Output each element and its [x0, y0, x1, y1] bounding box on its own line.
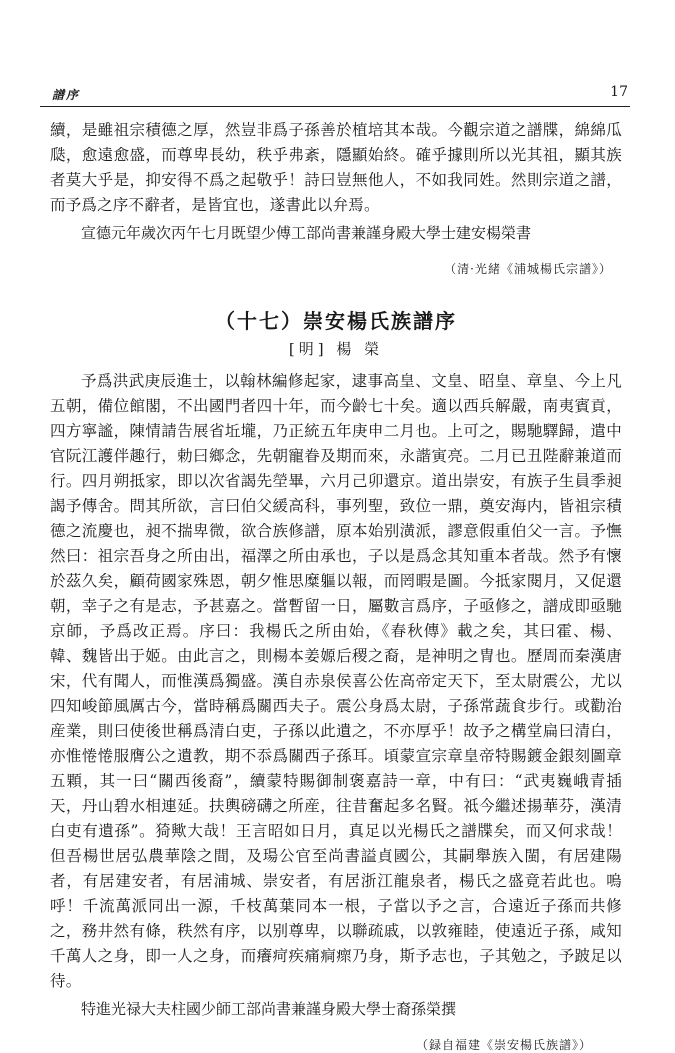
previous-preface-source: （清·光緒《浦城楊氏宗譜》）	[444, 262, 612, 276]
article-author: [明] 楊 榮	[288, 340, 384, 358]
running-header	[40, 84, 630, 107]
article-signature: 特進光禄大夫柱國少師工部尚書兼謹身殿大學士裔孫榮撰	[81, 1000, 457, 1018]
article-source: （録自福建《崇安楊氏族譜》）	[415, 1038, 592, 1052]
article-body: 予爲洪武庚辰進士，以翰林編修起家，逮事高皇、文皇、昭皇、章皇、今上凡五朝，備位館閣，不出國門者四十年，而今齡七十矣。適以西兵解嚴，南夷賓貢，四方寧謐，陳情請告展省坵壠，乃正統五年庚申二月也。上可之，賜馳驛歸，遣中官阮江護伴趣行，勅曰鄉念，先朝寵眷及期而來，永諧寅亮。二月已丑陛辭兼道而行。四月朔抵家，即以次省謁先塋畢，六月己卯還京。道出崇安，有族子生員季昶謁予傳舍。問其所欲，言曰伯父緩高科，事列聖，致位一鼎，奠安海内，皆祖宗積德之流慶也，昶不揣卑微，欲合族修譜，原本始别潢派，謬意假重伯父一言。予憮然曰：祖宗吾身之所由出，福澤之所由承也，子以是爲念其知重本者哉。然予有懷於茲久矣，顧荷國家殊恩，朝夕惟思糜軀以報，而罔暇是圖。今抵家閱月，又促還朝，幸子之有是志，予甚嘉之。當暫留一日，屬數言爲序，子亟修之，譜成即亟馳京師，予爲改正焉。序曰：我楊氏之所由始，《春秋傳》載之矣，其曰霍、楊、韓、魏皆出于姬。由此言之，則楊本姜嫄后稷之裔，是神明之冑也。歷周而秦漢唐宋，代有聞人，而惟漢爲獨盛。漢自赤泉侯喜公佐高帝定天下，至太尉震公，尤以四知峻節風厲古今，當時稱爲關西夫子。震公身爲太尉，子孫常蔬食步行。或勸治産業，則曰使後世稱爲清白吏，子孫以此遺之，不亦厚乎！故予之構堂扁曰清白，亦惟惓惓服膺公之遺教，期不忝爲關西子孫耳。頃蒙宣宗章皇帝特賜鍍金銀刻圖章五顆，其一曰“關西後裔”，續蒙特賜御制褒嘉詩一章，中有曰：“武夷巍峨青插天，丹山碧水相連延。扶輿磅礴之所産，往昔奮起多名賢。祗今繼述揚華芬，漢清白吏有遺孫”。猗歟大哉！王言昭如日月，真足以光楊氏之譜牒矣，而又何求哉！但吾楊世居弘農華陰之間，及瑒公官至尚書謚貞國公，其嗣舉族入閩，有居建陽者，有居建安者，有居浦城、崇安者，有居浙江龍泉者，楊氏之盛竟若此也。嗚呼！千流萬派同出一源，千枝萬葉同本一根，子當以予之言，合遠近子孫而共修之，務井然有條，秩然有序，以别尊卑，以聯疏戚，以敦雍睦，使遠近子孫，咸知千萬人之身，即一人之身，而癢疴疾痛痌瘝乃身，斯予志也，子其勉之，予跛足以待。	[50, 372, 622, 990]
section-title: 譜序	[52, 88, 81, 102]
previous-preface-ending: 續，是雖祖宗積德之厚，然豈非爲子孫善於植培其本哉。今觀宗道之譜牒，綿綿瓜瓞，愈遠愈盛，而尊卑長幼，秩乎弗紊，隱顯始終。確乎據則所以光其祖，顯其族者莫大乎是，抑安得不爲之起敬乎！詩曰豈無他人，不如我同姓。然則宗道之譜，而予爲之序不辭者，是皆宜也，遂書此以弁焉。	[50, 121, 622, 214]
article-title: （十七）崇安楊氏族譜序	[215, 309, 457, 333]
page-number: 17	[610, 84, 628, 100]
previous-preface-signature: 宣德元年歲次丙午七月既望少傅工部尚書兼謹身殿大學士建安楊榮書	[81, 224, 532, 242]
page-content	[50, 118, 622, 1053]
